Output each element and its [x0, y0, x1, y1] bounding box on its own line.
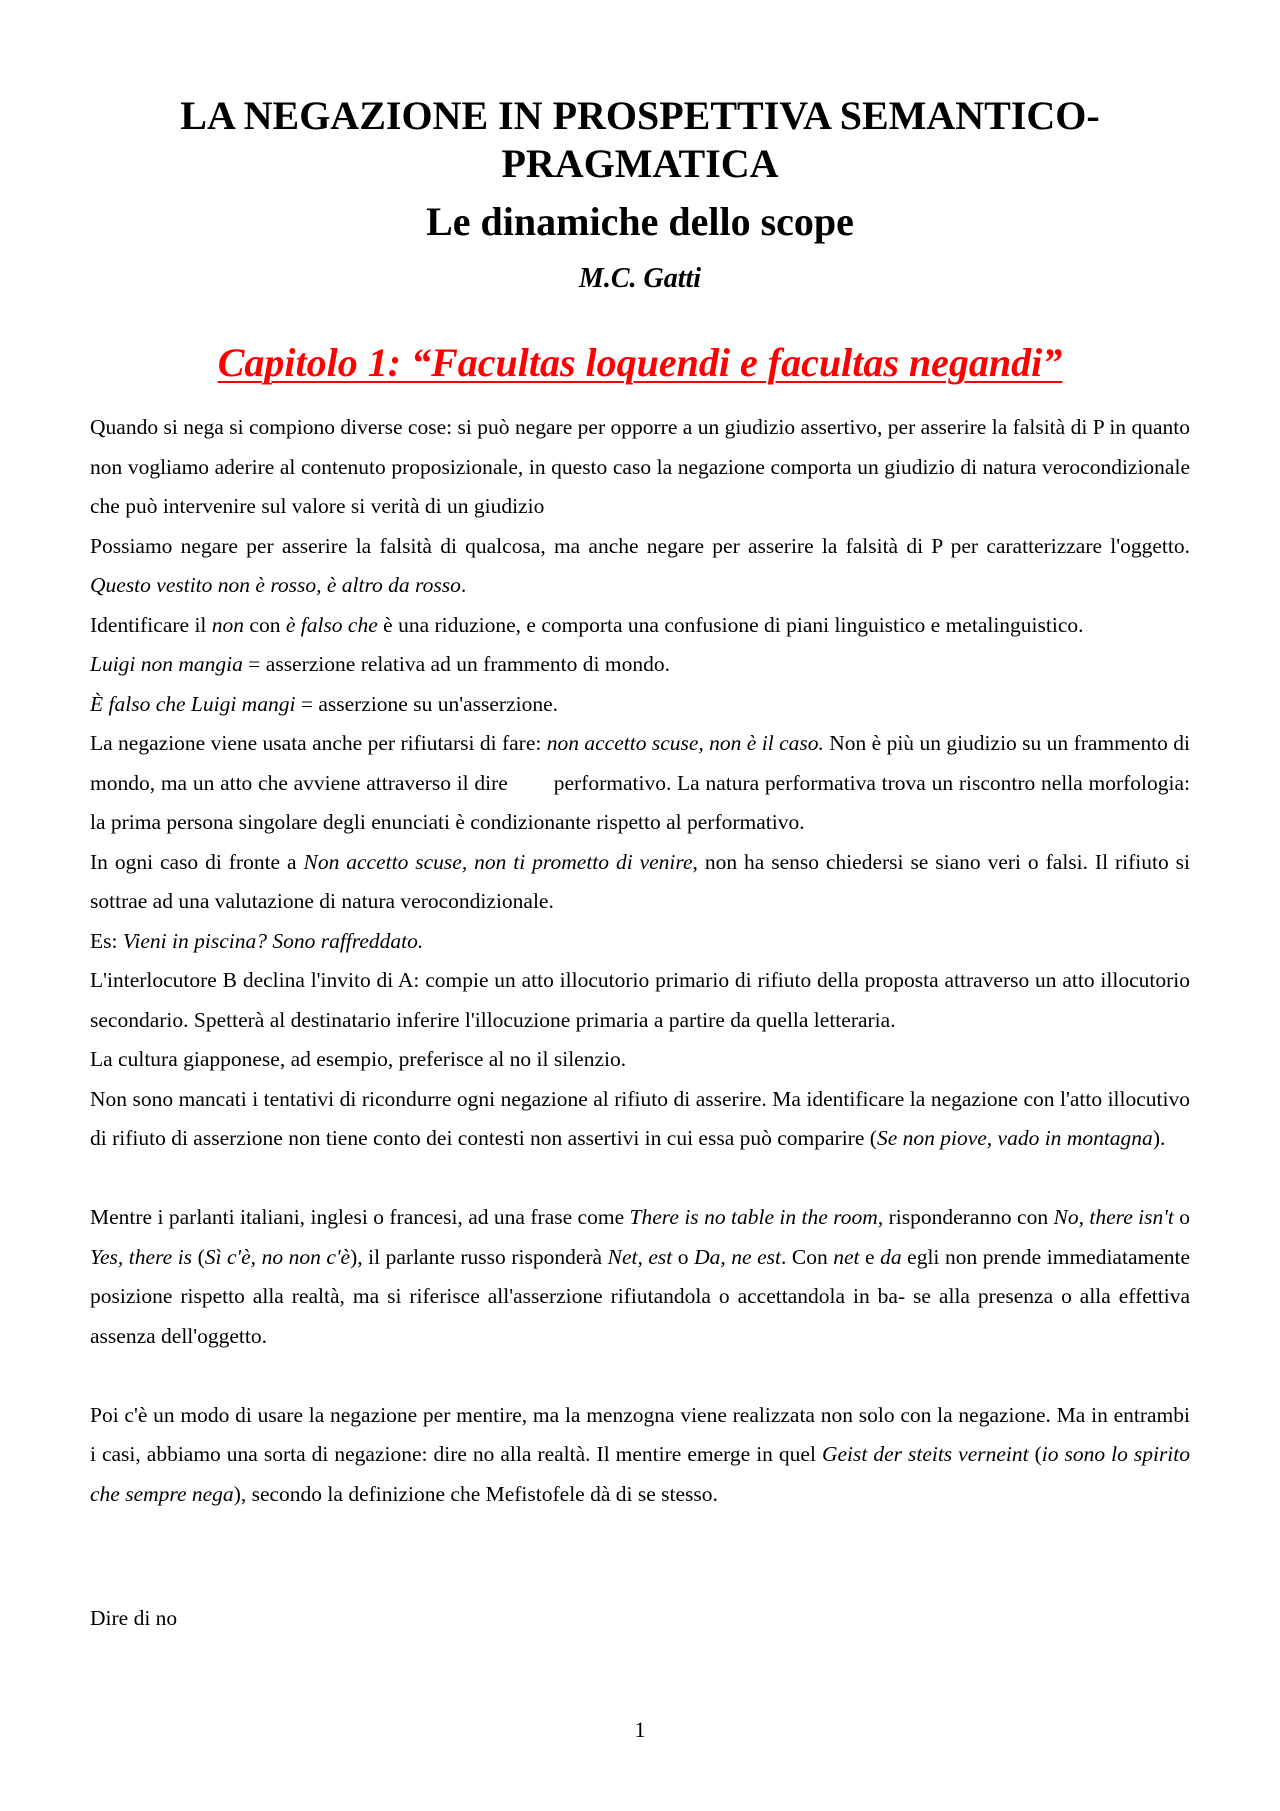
- document-subtitle: Le dinamiche dello scope: [426, 199, 854, 244]
- italic-example: No, there isn't: [1053, 1205, 1174, 1229]
- italic-example: Da, ne est: [694, 1244, 781, 1269]
- italic-example: Vieni in piscina? Sono raffreddato.: [122, 928, 424, 953]
- paragraph: [90, 1396, 1190, 1515]
- text-run: = asserzione su un'asserzione.: [295, 691, 559, 716]
- text-run: Poi c'è un modo di usare la negazione per mentire, ma la menzogna viene realizzata non solo con la negazione. Ma in entrambi i casi, abbiamo una sorta di negazione: dire no alla realtà. Il mentire emerge in quel: [90, 1402, 1190, 1466]
- paragraph: [90, 606, 1190, 646]
- text-run: .: [460, 573, 467, 597]
- text-run: ).: [1152, 1126, 1166, 1150]
- paragraph: [90, 724, 1190, 843]
- paragraph: L'interlocutore B declina l'invito di A: compie un atto illocutorio primario di rifiuto della proposta attraverso un atto illocutorio secondario. Spetterà al destinatario inferire l'illocuzione primaria a partire da quella letteraria.: [90, 968, 1190, 1032]
- text-run: Non sono mancati i tentativi di ricondurre ogni negazione al rifiuto di asserire. Ma identificare la negazione con l'atto illocutivo di rifiuto di asserzione non tiene conto dei contesti non assertivi in cui essa può comparire (: [90, 1086, 1190, 1150]
- text-run: è una riduzione, e comporta una confusione di piani linguistico e metalinguistico.: [377, 612, 1084, 637]
- title-line-1: LA NEGAZIONE IN PROSPETTIVA SEMANTICO-: [180, 93, 1100, 138]
- text-run: (: [192, 1244, 205, 1269]
- text-run: = asserzione relativa ad un frammento di mondo.: [242, 652, 670, 676]
- text-run: egli non prende immediatamente posizione rispetto alla realtà, ma si riferisce all'asserzione rifiutandola o accettandola in ba- se alla presenza o alla effettiva assenza dell'oggetto.: [90, 1244, 1191, 1348]
- document-author: M.C. Gatti: [578, 263, 702, 294]
- text-run: Non è più un giudizio su un frammento di mondo, ma un atto che avviene attraverso il dire: [90, 731, 1190, 795]
- text-run: Es:: [90, 928, 123, 953]
- text-run: Identificare il: [90, 612, 212, 637]
- text-run: In ogni caso di fronte a: [90, 849, 304, 874]
- italic-example: Net, est: [607, 1244, 673, 1269]
- text-run: ), il parlante russo risponderà: [350, 1244, 608, 1269]
- document-title: [90, 92, 1190, 188]
- spacer: [90, 1356, 1190, 1396]
- italic-term: net: [833, 1244, 860, 1269]
- italic-example: Sì c'è, no non c'è: [204, 1244, 351, 1269]
- text-run: . Con: [780, 1244, 834, 1269]
- italic-example: Non accetto scuse, non ti prometto di venire: [303, 849, 693, 874]
- italic-example: Luigi non mangia: [90, 652, 243, 676]
- paragraph: [90, 922, 1190, 962]
- text-run: e: [859, 1244, 881, 1269]
- text-run: con: [244, 612, 286, 637]
- page-number: 1: [634, 1717, 646, 1742]
- paragraph: Dire di no: [90, 1606, 178, 1630]
- paragraph: [90, 685, 1190, 725]
- italic-example: Yes, there is: [90, 1244, 193, 1269]
- spacer: [90, 1514, 1190, 1599]
- paragraph: [90, 1198, 1190, 1356]
- text-run: ), secondo la definizione che Mefistofele dà di se stesso.: [233, 1481, 718, 1506]
- paragraph: Quando si nega si compiono diverse cose: si può negare per opporre a un giudizio assertivo, per asserire la falsità di P in quanto non vogliamo aderire al contenuto proposizionale, in questo caso la negazione comporta un giudizio di natura verocondizionale che può intervenire sul valore si verità di un giudizio: [90, 415, 1190, 518]
- title-line-2: PRAGMATICA: [501, 141, 779, 186]
- italic-term: non: [211, 612, 245, 637]
- text-run: o: [672, 1244, 695, 1269]
- text-run: Mentre i parlanti italiani, inglesi o francesi, ad una frase come: [90, 1205, 630, 1229]
- text-run: , risponderanno con: [877, 1205, 1054, 1229]
- text-run: Possiamo negare per asserire la falsità di qualcosa, ma anche negare per asserire la falsità di P per caratterizzare l'oggetto.: [90, 533, 1190, 558]
- italic-term: da: [880, 1244, 902, 1269]
- text-run: (: [1028, 1442, 1042, 1466]
- document-page: [90, 0, 1190, 1811]
- italic-quote: io sono lo spirito che sempre nega: [90, 1442, 1191, 1506]
- paragraph: [90, 645, 1190, 685]
- paragraph: [90, 527, 1190, 606]
- italic-example: Se non piove, vado in montagna: [876, 1126, 1153, 1150]
- italic-example: Questo vestito non è rosso, è altro da rosso: [90, 573, 461, 597]
- text-run: performativo. La natura performativa trova un riscontro nella morfologia: la prima persona singolare degli enunciati è condizionante rispetto al performativo.: [90, 770, 1191, 834]
- text-run: o: [1173, 1205, 1191, 1229]
- document-body: [90, 408, 1190, 1639]
- italic-example: È falso che Luigi mangi: [90, 691, 296, 716]
- paragraph: [90, 1080, 1190, 1159]
- paragraph: [90, 843, 1190, 922]
- text-run: La negazione viene usata anche per rifiutarsi di fare:: [90, 731, 547, 755]
- italic-example: There is no table in the room: [629, 1205, 878, 1229]
- paragraph: La cultura giapponese, ad esempio, preferisce al no il silenzio.: [90, 1047, 627, 1071]
- text-run: , non ha senso chiedersi se siano veri o falsi. Il rifiuto si sottrae ad una valutazione di natura verocondizionale.: [90, 849, 1190, 913]
- italic-quote: Geist der steits verneint: [821, 1442, 1029, 1466]
- chapter-heading: Capitolo 1: “Facultas loquendi e facultas negandi”: [217, 340, 1063, 385]
- italic-example: non accetto scuse, non è il caso.: [546, 731, 824, 755]
- italic-term: è falso che: [285, 612, 378, 637]
- spacer: [90, 1159, 1190, 1199]
